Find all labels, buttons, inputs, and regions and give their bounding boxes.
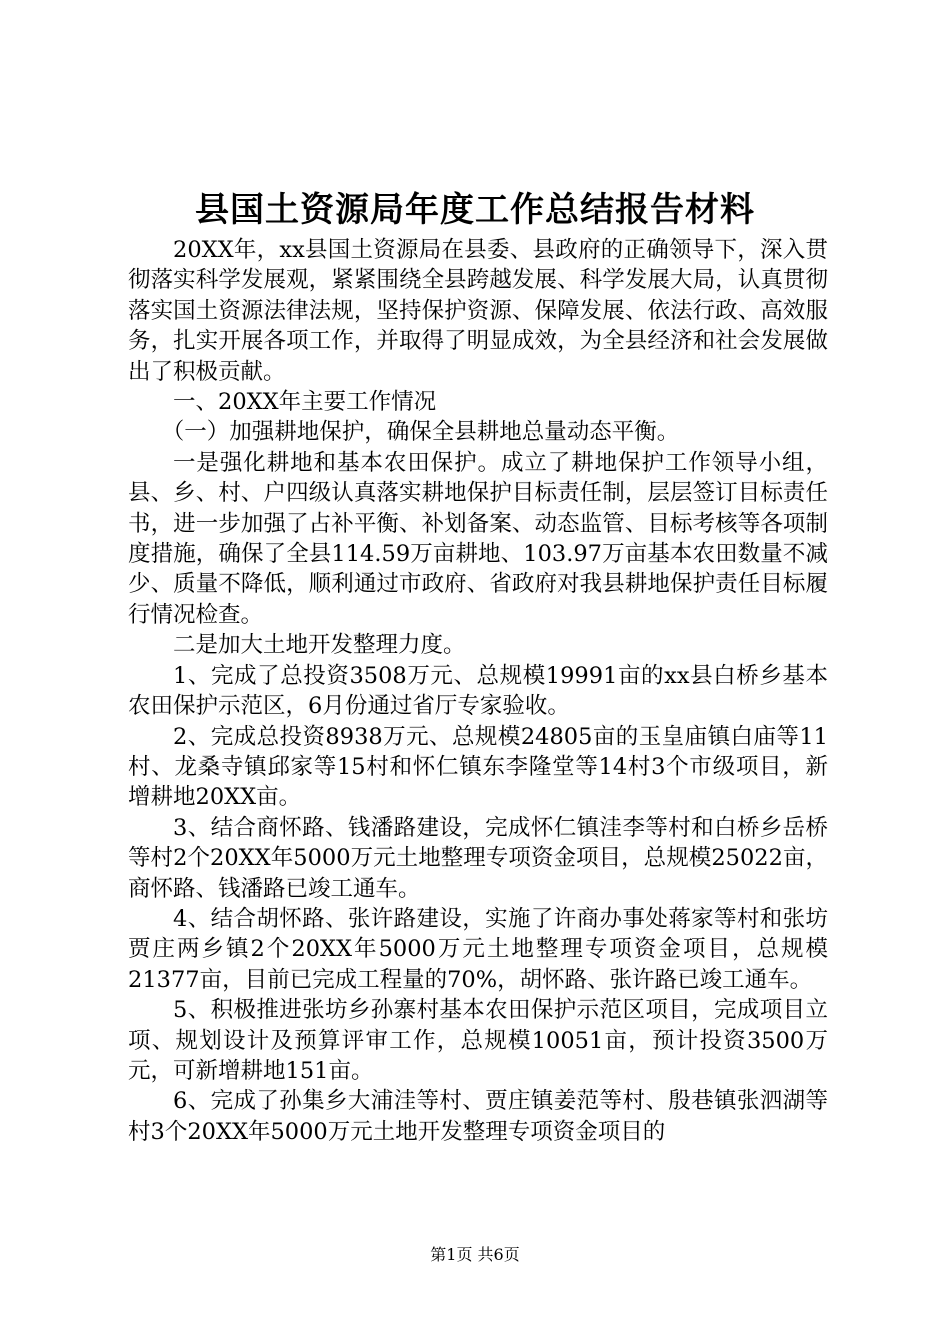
paragraph-intro: 20XX年，xx县国土资源局在县委、县政府的正确领导下，深入贯彻落实科学发展观，紧紧围绕全县跨越发展、科学发展大局，认真贯彻落实国土资源法律法规，坚持保护资源、保障发展、依法行政、高效服务，扎实开展各项工作，并取得了明显成效，为全县经济和社会发展做出了积极贡献。 — [128, 237, 828, 385]
list-item-4: 4、结合胡怀路、张许路建设，实施了许商办事处蒋家等村和张坊贾庄两乡镇2个20XX年5000万元土地整理专项资金项目，总规模21377亩，目前已完成工程量的70%，胡怀路、张许路已竣工通车。 — [128, 905, 828, 993]
list-item-5: 5、积极推进张坊乡孙寨村基本农田保护示范区项目，完成项目立项、规划设计及预算评审工作，总规模10051亩，预计投资3500万元，可新增耕地151亩。 — [128, 997, 828, 1084]
document-title: 县国土资源局年度工作总结报告材料 — [195, 190, 755, 230]
page-number-footer: 第1页 共6页 — [430, 1245, 520, 1264]
document-body — [128, 235, 828, 1147]
paragraph-land-development: 二是加大土地开发整理力度。 — [173, 632, 466, 659]
list-item-2: 2、完成总投资8938万元、总规模24805亩的玉皇庙镇白庙等11村、龙桑寺镇邱家等15村和怀仁镇东李隆堂等14村3个市级项目，新增耕地20XX亩。 — [128, 723, 828, 811]
section-heading-1: 一、20XX年主要工作情况 — [173, 389, 437, 416]
list-item-3: 3、结合商怀路、钱潘路建设，完成怀仁镇洼李等村和白桥乡岳桥等村2个20XX年5000万元土地整理专项资金项目，总规模25022亩，商怀路、钱潘路已竣工通车。 — [128, 814, 828, 902]
subsection-heading-1: （一）加强耕地保护，确保全县耕地总量动态平衡。 — [161, 419, 680, 446]
paragraph-farmland-protection: 一是强化耕地和基本农田保护。成立了耕地保护工作领导小组，县、乡、村、户四级认真落实耕地保护目标责任制，层层签订目标责任书，进一步加强了占补平衡、补划备案、动态监管、目标考核等各项制度措施，确保了全县114.59万亩耕地、103.97万亩基本农田数量不减少、质量不降低，顺利通过市政府、省政府对我县耕地保护责任目标履行情况检查。 — [128, 449, 828, 628]
list-item-1: 1、完成了总投资3508万元、总规模19991亩的xx县白桥乡基本农田保护示范区，6月份通过省厅专家验收。 — [128, 662, 828, 720]
list-item-6: 6、完成了孙集乡大浦洼等村、贾庄镇姜范等村、殷巷镇张泗湖等村3个20XX年5000万元土地开发整理专项资金项目的 — [128, 1088, 828, 1145]
